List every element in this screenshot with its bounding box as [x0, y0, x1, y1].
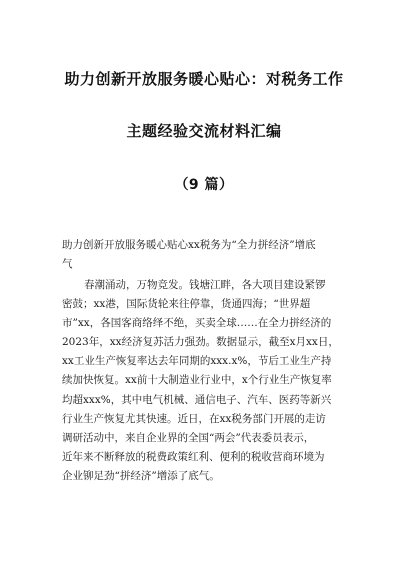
- paragraph-line: 企业铆足劲“拼经济”增添了底气。: [62, 469, 220, 482]
- document-title-line-1: 助力创新开放服务暖心贴心：对税务工作: [64, 70, 344, 88]
- paragraph-line: 续加快恢复。xx前十大制造业行业中，x个行业生产恢复率: [62, 374, 332, 387]
- subtitle-line: 助力创新开放服务暖心贴心xx税务为“全力拼经济”增底: [62, 239, 316, 251]
- document-title-line-2: 主题经验交流材料汇编: [126, 122, 282, 140]
- paragraph-line: 市”xx，各国客商络绎不绝，买卖全球……在全力拼经济的: [62, 317, 332, 330]
- piece-count: （9 篇）: [174, 177, 234, 193]
- paragraph-line: xx工业生产恢复率达去年同期的xxx.x%，节后工业生产持: [62, 355, 332, 368]
- paragraph-line: 密鼓；xx港，国际货轮来往停靠，货通四海；“世界超: [62, 298, 311, 311]
- subtitle-line: 气: [62, 258, 73, 271]
- article-subtitle: [62, 236, 352, 274]
- paragraph-line: 均超xxx%，其中电气机械、通信电子、汽车、医药等新兴: [62, 393, 332, 406]
- paragraph-line: 近年来不断释放的税费政策红利、便利的税收营商环境为: [62, 450, 325, 463]
- paragraph-line: 调研活动中，来自企业界的全国“两会”代表委员表示，: [62, 431, 315, 444]
- paragraph-line: 2023年，xx经济复苏活力强劲。数据显示，截至x月xx日，: [62, 336, 339, 349]
- article-paragraph: [62, 276, 352, 486]
- paragraph-line: 行业生产恢复尤其快速。近日，在xx税务部门开展的走访: [62, 412, 326, 425]
- paragraph-line: 春潮涌动，万物竞发。钱塘江畔，各大项目建设紧锣: [84, 279, 326, 291]
